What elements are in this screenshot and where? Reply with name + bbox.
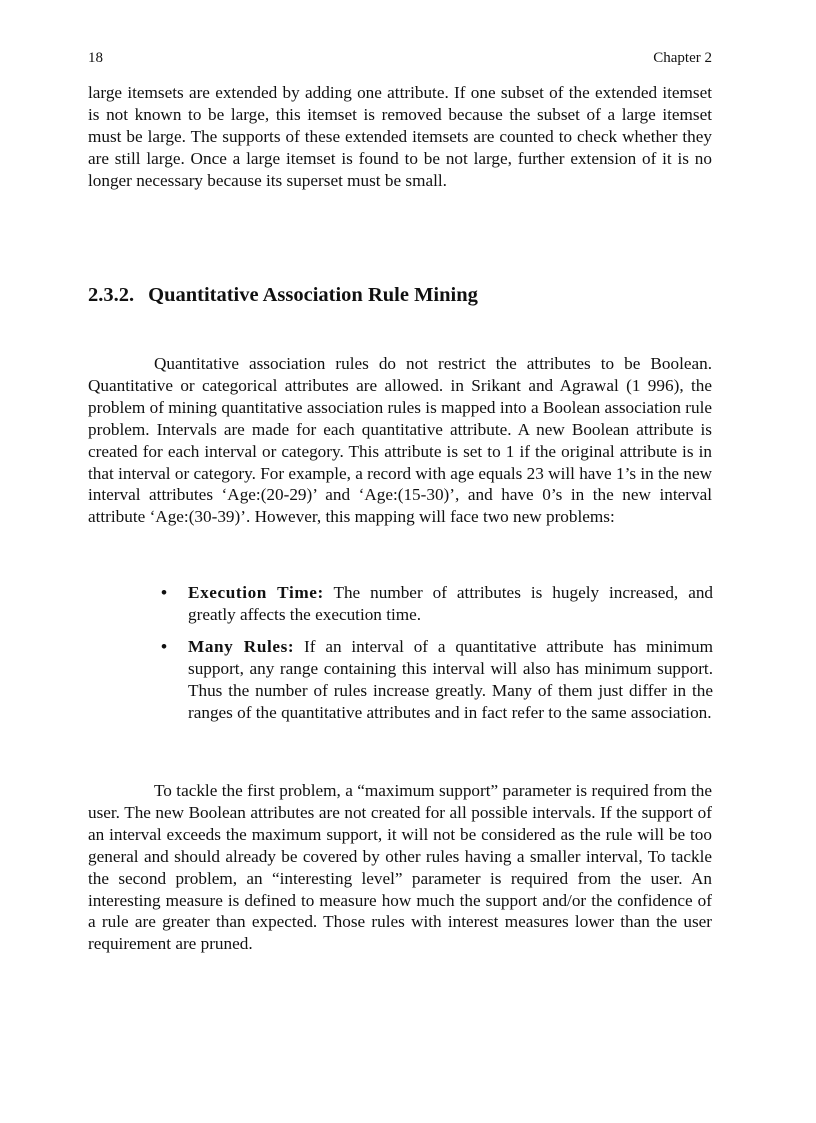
- bullet-text: If an interval of a quantitative attribute has minimum support, any range containing this interval will also has minimum support. Thus the number of rules increase greatly. Many of them just differ in the ranges of the quantitative attributes and in fact refer to the same association.: [188, 637, 714, 722]
- page-header: [88, 50, 712, 70]
- bullet-body: [163, 636, 713, 724]
- bullet-item-many-rules: [163, 636, 713, 724]
- section-title: Quantitative Association Rule Mining: [148, 284, 478, 306]
- bullet-icon: •: [161, 637, 168, 656]
- bullet-term: Many Rules:: [188, 637, 295, 656]
- bullet-item-execution-time: [163, 582, 713, 626]
- paragraph-itemsets: large itemsets are extended by adding one attribute. If one subset of the extended itemset is not known to be large, this itemset is removed because the subset of a large itemset must be large. The supports of these extended itemsets are counted to check whether they are still large. Once a large itemset is found to be not large, further extension of it is no longer necessary because its superset must be small.: [88, 83, 712, 190]
- bullet-body: [163, 582, 713, 626]
- section-number: 2.3.2.: [88, 284, 135, 306]
- bullet-icon: •: [161, 583, 168, 602]
- paragraph-intro: Quantitative association rules do not restrict the attributes to be Boolean. Quantitative or categorical attributes are allowed. in Srikant and Agrawal (1 996), the problem of mining quantitative association rules is mapped into a Boolean association rule problem. Intervals are made for each quantitative attribute. A new Boolean attribute is created for each interval or category. This attribute is set to 1 if the original attribute is in that interval or category. For example, a record with age equals 23 will have 1’s in the new interval attributes ‘Age:(20-29)’ and ‘Age:(15-30)’, and have 0’s in the new interval attribute ‘Age:(30-39)’. However, this mapping will face two new problems:: [88, 354, 712, 527]
- page-number: 18: [88, 50, 103, 66]
- bullet-term: Execution Time:: [188, 583, 324, 602]
- paragraph-conclusion: To tackle the first problem, a “maximum support” parameter is required from the user. The new Boolean attributes are not created for all possible intervals. If the support of an interval exceeds the maximum support, it will not be considered as the rule will be too general and should already be covered by other rules having a smaller interval, To tackle the second problem, an “interesting level” parameter is required from the user. An interesting measure is defined to measure how much the support and/or the confidence of a rule are greater than expected. Those rules with interest measures lower than the user requirement are pruned.: [88, 781, 712, 954]
- chapter-label: Chapter 2: [653, 50, 712, 66]
- section-heading: [88, 284, 478, 307]
- bullet-text: The number of attributes is hugely increased, and greatly affects the execution time.: [188, 583, 714, 624]
